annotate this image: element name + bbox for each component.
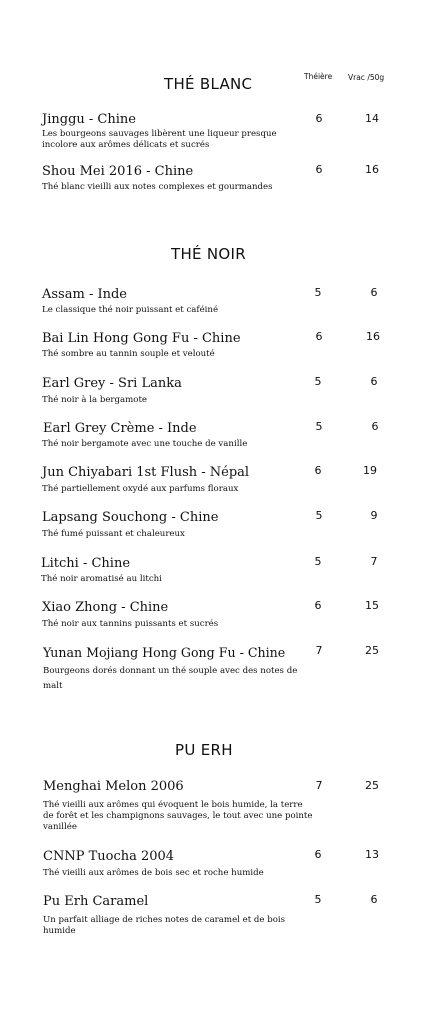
item-name: Jinggu - Chine: [42, 112, 136, 127]
item-name: Xiao Zhong - Chine: [42, 600, 169, 615]
bulk-price: 6: [371, 420, 379, 433]
item-name: CNNP Tuocha 2004: [43, 849, 175, 864]
item-name: Litchi - Chine: [41, 556, 131, 571]
bulk-price: 7: [370, 555, 378, 568]
column-header-bulk: Vrac /50g: [348, 73, 385, 82]
bulk-price: 19: [363, 464, 377, 477]
item-name: Earl Grey Crème - Inde: [43, 421, 197, 436]
bulk-price: 25: [365, 779, 379, 792]
item-description: Bourgeons dorés donnant un thé souple avec des notes de malt: [43, 666, 298, 691]
bulk-price: 6: [370, 893, 378, 906]
bulk-price: 6: [370, 375, 378, 388]
bulk-price: 13: [365, 848, 379, 861]
teapot-price: 6: [315, 163, 323, 176]
bulk-price: 16: [365, 163, 379, 176]
bulk-price: 14: [365, 112, 379, 125]
item-description: Thé fumé puissant et chaleureux: [42, 529, 185, 539]
bulk-price: 16: [366, 330, 380, 343]
item-description: Thé noir aux tannins puissants et sucrés: [42, 619, 219, 629]
item-name: Assam - Inde: [42, 287, 127, 302]
section-title-the-blanc: THÉ BLANC: [164, 75, 253, 93]
column-header-teapot: Théière: [304, 72, 333, 81]
item-description: Les bourgeons sauvages libèrent une liqueur presque incolore aux arômes délicats et sucrés: [42, 129, 277, 150]
teapot-price: 6: [315, 112, 323, 125]
item-description: Thé noir à la bergamote: [42, 395, 148, 405]
item-name: Bai Lin Hong Gong Fu - Chine: [42, 331, 241, 346]
teapot-price: 6: [314, 464, 322, 477]
item-name: Jun Chiyabari 1st Flush - Népal: [42, 465, 250, 480]
item-name: Pu Erh Caramel: [43, 894, 149, 909]
teapot-price: 5: [315, 420, 323, 433]
item-name: Yunan Mojiang Hong Gong Fu - Chine: [43, 645, 286, 660]
teapot-price: 5: [314, 286, 322, 299]
item-name: Lapsang Souchong - Chine: [42, 510, 219, 525]
item-description: Thé sombre au tannin souple et velouté: [42, 349, 215, 359]
item-description: Thé partiellement oxydé aux parfums floraux: [42, 484, 239, 494]
teapot-price: 5: [315, 509, 323, 522]
teapot-price: 7: [315, 644, 323, 657]
item-description: Thé noir aromatisé au litchi: [41, 574, 162, 584]
bulk-price: 9: [370, 509, 378, 522]
item-name: Shou Mei 2016 - Chine: [42, 164, 194, 179]
section-title-the-noir: THÉ NOIR: [171, 245, 246, 263]
item-description: Thé noir bergamote avec une touche de vanille: [42, 439, 248, 449]
teapot-price: 5: [314, 893, 322, 906]
teapot-price: 7: [315, 779, 323, 792]
bulk-price: 25: [365, 644, 379, 657]
teapot-price: 5: [314, 555, 322, 568]
bulk-price: 6: [370, 286, 378, 299]
item-name: Earl Grey - Sri Lanka: [42, 376, 182, 391]
item-description: Thé vieilli aux arômes qui évoquent le bois humide, la terre de forêt et les champignons sauvages, le tout avec une pointe vanillée: [43, 800, 313, 832]
section-title-pu-erh: PU ERH: [175, 741, 233, 759]
item-description: Un parfait alliage de riches notes de caramel et de bois humide: [43, 915, 286, 936]
teapot-price: 6: [314, 599, 322, 612]
teapot-price: 6: [314, 848, 322, 861]
item-description: Le classique thé noir puissant et caféiné: [42, 305, 219, 315]
bulk-price: 15: [365, 599, 379, 612]
teapot-price: 6: [315, 330, 323, 343]
item-description: Thé vieilli aux arômes de bois sec et roche humide: [43, 868, 264, 878]
item-description: Thé blanc vieilli aux notes complexes et gourmandes: [42, 182, 273, 192]
item-name: Menghai Melon 2006: [43, 779, 184, 794]
teapot-price: 5: [314, 375, 322, 388]
